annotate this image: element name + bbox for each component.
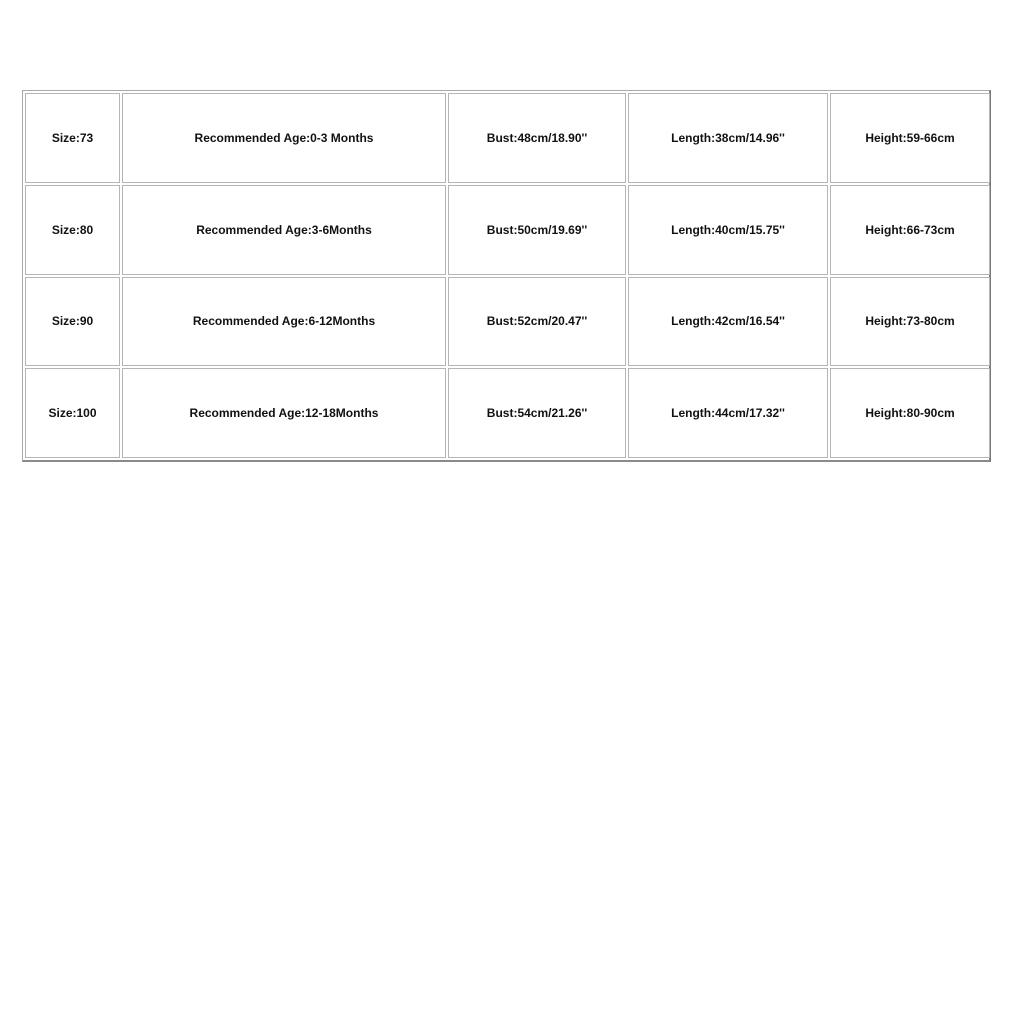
bust-cell: Bust:52cm/20.47'' <box>448 277 626 367</box>
length-cell: Length:44cm/17.32'' <box>628 368 828 458</box>
table-row <box>25 185 990 275</box>
bust-cell: Bust:54cm/21.26'' <box>448 368 626 458</box>
age-cell: Recommended Age:3-6Months <box>122 185 446 275</box>
size-cell: Size:80 <box>25 185 120 275</box>
size-chart-table <box>22 90 991 462</box>
age-cell: Recommended Age:6-12Months <box>122 277 446 367</box>
bust-cell: Bust:48cm/18.90'' <box>448 93 626 183</box>
age-cell: Recommended Age:12-18Months <box>122 368 446 458</box>
size-table <box>23 91 992 460</box>
length-cell: Length:40cm/15.75'' <box>628 185 828 275</box>
length-cell: Length:42cm/16.54'' <box>628 277 828 367</box>
table-row <box>25 277 990 367</box>
height-cell: Height:80-90cm <box>830 368 990 458</box>
size-cell: Size:90 <box>25 277 120 367</box>
bust-cell: Bust:50cm/19.69'' <box>448 185 626 275</box>
size-cell: Size:100 <box>25 368 120 458</box>
height-cell: Height:59-66cm <box>830 93 990 183</box>
height-cell: Height:73-80cm <box>830 277 990 367</box>
table-row <box>25 93 990 183</box>
age-cell: Recommended Age:0-3 Months <box>122 93 446 183</box>
table-row <box>25 368 990 458</box>
size-cell: Size:73 <box>25 93 120 183</box>
length-cell: Length:38cm/14.96'' <box>628 93 828 183</box>
height-cell: Height:66-73cm <box>830 185 990 275</box>
